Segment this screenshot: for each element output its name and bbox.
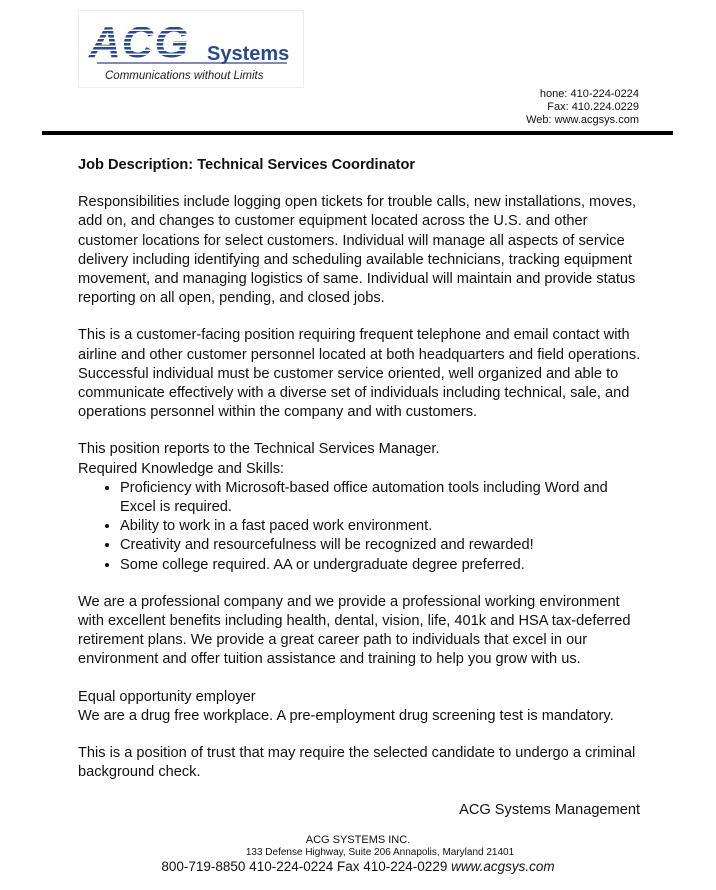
footer-company: ACG SYSTEMS INC. — [305, 834, 411, 846]
text-line: movement, and managing logistics of same. Individual will maintain and provide status — [78, 271, 636, 288]
text-line: reporting on all open, pending, and closed jobs. — [78, 290, 385, 307]
text-line: We are a professional company and we provide a professional working environment — [78, 593, 620, 610]
logo-acg-text: ACG — [89, 18, 190, 67]
eoe-line: Equal opportunity employer — [78, 688, 256, 705]
text-line: add on, and changes to customer equipment located across the U.S. and other — [78, 213, 588, 230]
job-description-body — [78, 156, 643, 800]
text-line: Successful individual must be customer service oriented, well organized and able to — [78, 365, 619, 382]
footer-address: 133 Defense Highway, Suite 206 Annapolis, Maryland 21401 — [245, 847, 515, 858]
skill-item: • Proficiency with Microsoft-based office automation tools including Word and Excel is required. — [120, 479, 643, 517]
text-line: with excellent benefits including health, dental, vision, life, 401k and HSA tax-deferred — [78, 613, 631, 630]
text-line: retirement plans. We provide a great career path to individuals that excel in our — [78, 632, 588, 649]
customer-facing-paragraph — [78, 326, 643, 422]
company-logo — [78, 10, 304, 88]
logo-tagline: Communications without Limits — [105, 70, 264, 82]
skill-item: • Creativity and resourcefulness will be recognized and rewarded! — [120, 536, 643, 555]
text-line: airline and other customer personnel located at both headquarters and field operations. — [78, 346, 641, 363]
skills-heading: Required Knowledge and Skills: — [78, 460, 285, 477]
contact-fax: Fax: 410.224.0229 — [547, 101, 639, 113]
text-line: This is a customer-facing position requiring frequent telephone and email contact with — [78, 327, 630, 344]
text-line: communicate effectively with a diverse set of individuals including technical, sale, and — [78, 385, 630, 402]
background-check-paragraph — [78, 744, 643, 782]
policy-paragraph — [78, 688, 643, 726]
reports-to-line: This position reports to the Technical Services Manager. — [78, 441, 440, 458]
footer-website: www.acgsys.com — [451, 859, 555, 874]
logo-systems-text: Systems — [207, 43, 290, 65]
job-title: Job Description: Technical Services Coordinator — [78, 157, 416, 173]
text-line: environment and offer tuition assistance and training to help you grow with us. — [78, 651, 581, 668]
contact-phone: hone: 410-224-0224 — [539, 88, 639, 100]
drug-free-line: We are a drug free workplace. A pre-employment drug screening test is mandatory. — [78, 707, 614, 724]
text-line: background check. — [78, 764, 201, 781]
acg-logo-graphic — [79, 11, 305, 89]
text-line: delivery including identifying and scheduling available technicians, tracking equipment — [78, 251, 633, 268]
responsibilities-paragraph — [78, 193, 643, 308]
header-divider — [42, 131, 673, 135]
footer-contacts — [0, 859, 716, 874]
signature-line: ACG Systems Management — [459, 802, 640, 818]
skill-item: • Ability to work in a fast paced work environment. — [120, 517, 643, 536]
contact-web: Web: www.acgsys.com — [526, 114, 639, 126]
skills-list — [78, 479, 643, 575]
text-line: operations personnel within the company and with customers. — [78, 404, 478, 421]
benefits-paragraph — [78, 593, 643, 670]
text-line: customer locations for select customers. Individual will manage all aspects of service — [78, 232, 625, 249]
footer-phones: 800-719-8850 410-224-0224 Fax 410-224-0229 — [161, 859, 448, 874]
text-line: This is a position of trust that may require the selected candidate to undergo a criminal — [78, 745, 636, 762]
contact-block — [526, 88, 639, 127]
text-line: Responsibilities include logging open tickets for trouble calls, new installations, moves, — [78, 194, 637, 211]
skill-item: • Some college required. AA or undergraduate degree preferred. — [120, 556, 643, 575]
